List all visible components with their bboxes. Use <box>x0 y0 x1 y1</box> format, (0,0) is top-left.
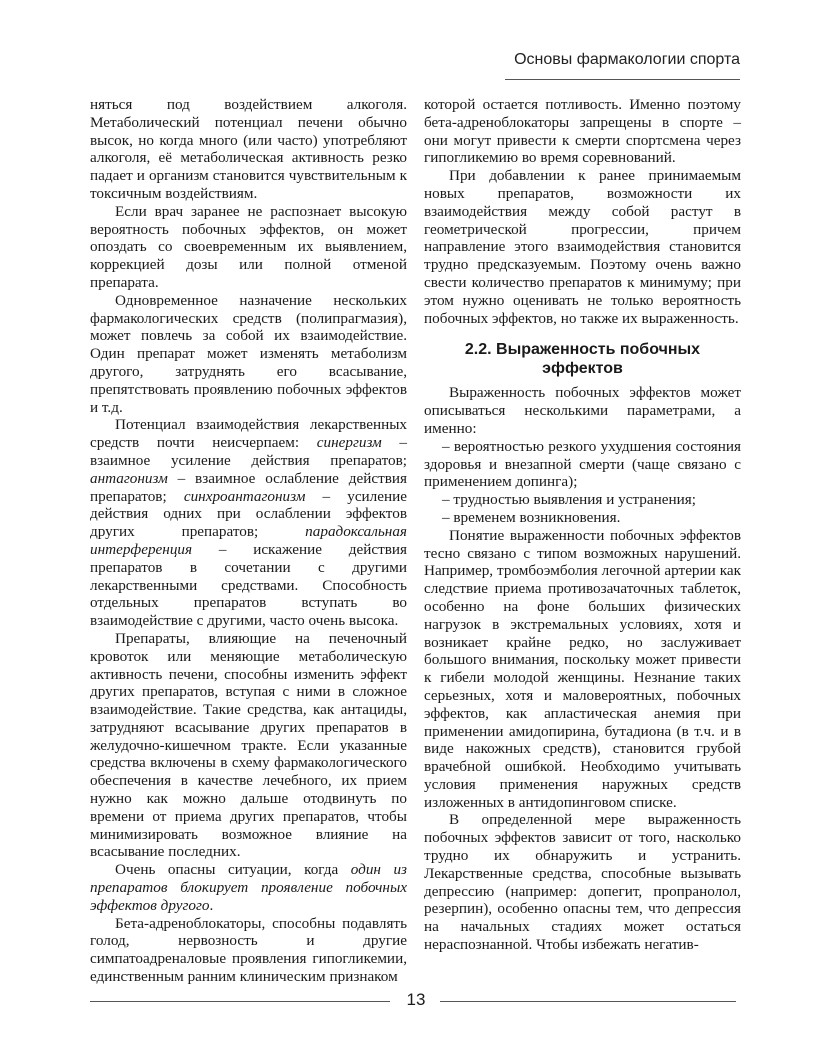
paragraph: Если врач заранее не распознает высокую вероятность побочных эффектов, он может опоздать со своевременным их выявлением, коррекцией дозы или полной отменой препарата. <box>90 202 407 291</box>
text-run: . <box>209 896 214 914</box>
paragraph: При добавлении к ранее принимаемым новых препаратов, возможности их взаимодействия между собой растут в геометрической прогрессии, причем направление этого взаимодействия становится трудно предсказуемым. Поэтому очень важно свести количество препаратов к минимуму; при этом нужно оценивать не только вероятность побочных эффектов, но также их выраженность. <box>424 167 741 327</box>
section-heading <box>424 340 741 378</box>
paragraph: Препараты, влияющие на печеночный кровоток или меняющие метаболическую активность печени, способны изменить эффект других препаратов, вступая с ними в сложное взаимодействие. Такие средства, как антациды, затрудняют всасывание других препаратов в желудочно-кишечном тракте. Если указанные средства включены в схему фармакологического обеспечения в качестве лечебного, их прием нужно как можно дальше отодвинуть по времени от приема других препаратов, чтобы минимизировать возможное влияние на всасывание последних. <box>90 629 407 861</box>
emphasis-phrase: один из препаратов блокирует проявление побочных эффектов другого <box>90 861 407 914</box>
text-run: – взаимное усиление действия препаратов; <box>90 434 408 469</box>
text-run: – взаимное ослабление действия препаратов; <box>90 469 407 505</box>
paragraph: Выраженность побочных эффектов может описываться несколькими параметрами, а именно: <box>424 384 741 437</box>
text-run: – усиление действия одних при ослаблении эффектов других препаратов; <box>90 487 408 541</box>
list-item: – вероятностью резкого ухудшения состояния здоровья и внезапной смерти (чаще связано с применением допинга); <box>424 437 741 491</box>
list-item: – трудностью выявления и устранения; <box>442 491 696 509</box>
left-column <box>90 96 407 986</box>
paragraph <box>90 861 407 914</box>
paragraph: Бета-адреноблокаторы, способны подавлять голод, нервозность и другие симпатоадреналовые проявления гипогликемии, единственным ранним клиническим признаком <box>90 914 407 986</box>
paragraph <box>90 416 407 630</box>
header-rule <box>505 79 740 80</box>
paragraph: няться под воздействием алкоголя. Метаболический потенциал печени обычно высок, но когда много (или часто) употребляют алкоголя, её метаболическая активность резко падает и организм становится чувствительным к токсичным воздействиям. <box>90 96 407 202</box>
paragraph: Одновременное назначение нескольких фармакологических средств (полипрагмазия), может повлечь за собой их взаимодействие. Один препарат может изменять метаболизм другого, затруднять его всасывание, препятствовать проявлению побочных эффектов и т.д. <box>90 291 407 416</box>
footer-rule <box>440 1001 736 1002</box>
section-heading-line: эффектов <box>542 360 623 378</box>
paragraph: которой остается потливость. Именно поэтому бета-адреноблокаторы запрещены в спорте – они могут привести к смерти спортсмена через гипогликемию во время соревнований. <box>424 96 741 167</box>
emphasis-term: антагонизм <box>90 469 168 487</box>
emphasis-term: парадоксальная интерференция <box>90 523 407 558</box>
emphasis-term: синергизм <box>316 434 382 452</box>
running-header: Основы фармакологии спорта <box>514 51 740 68</box>
text-run: Потенциал взаимодействия лекарственных средств почти неисчерпаем: <box>90 416 407 452</box>
paragraph: В определенной мере выраженность побочных эффектов зависит от того, насколько трудно их обнаружить и устранить. Лекарственные средства, способные вызывать депрессию (например: допегит, пропранолол, резерпин), особенно опасны тем, что депрессия на начальных стадиях может остаться нераспознанной. Чтобы избежать негатив- <box>424 811 741 954</box>
page-number: 13 <box>406 990 426 1009</box>
text-run: Очень опасны ситуации, когда <box>115 861 351 879</box>
emphasis-term: синхроантагонизм <box>183 487 306 505</box>
footer-rule <box>90 1001 390 1002</box>
list-item: – временем возникновения. <box>442 508 621 526</box>
text-run: – искажение действия препаратов в сочетании с другими лекарственными средствами. Способность отдельных препаратов вступать во взаимодействие с другими, часто очень высока. <box>90 540 407 630</box>
right-column <box>424 96 741 954</box>
paragraph: Понятие выраженности побочных эффектов тесно связано с типом возможных нарушений. Например, тромбоэмболия легочной артерии как следствие приема противозачаточных таблеток, особенно на фоне больших физических нагрузок в экстремальных условиях, хотя и возникает крайне редко, но заслуживает большого внимания, поскольку может привести к гибели молодой женщины. Незнание таких серьезных, хотя и маловероятных, побочных эффектов, как апластическая анемия при применении амидопирина, бутадиона (в т.ч. и в виде накожных средств), становится грубой врачебной ошибкой. Необходимо учитывать условия применения наружных средств изложенных в антидопинговом списке. <box>424 526 741 811</box>
section-heading-line: 2.2. Выраженность побочных <box>464 341 701 359</box>
